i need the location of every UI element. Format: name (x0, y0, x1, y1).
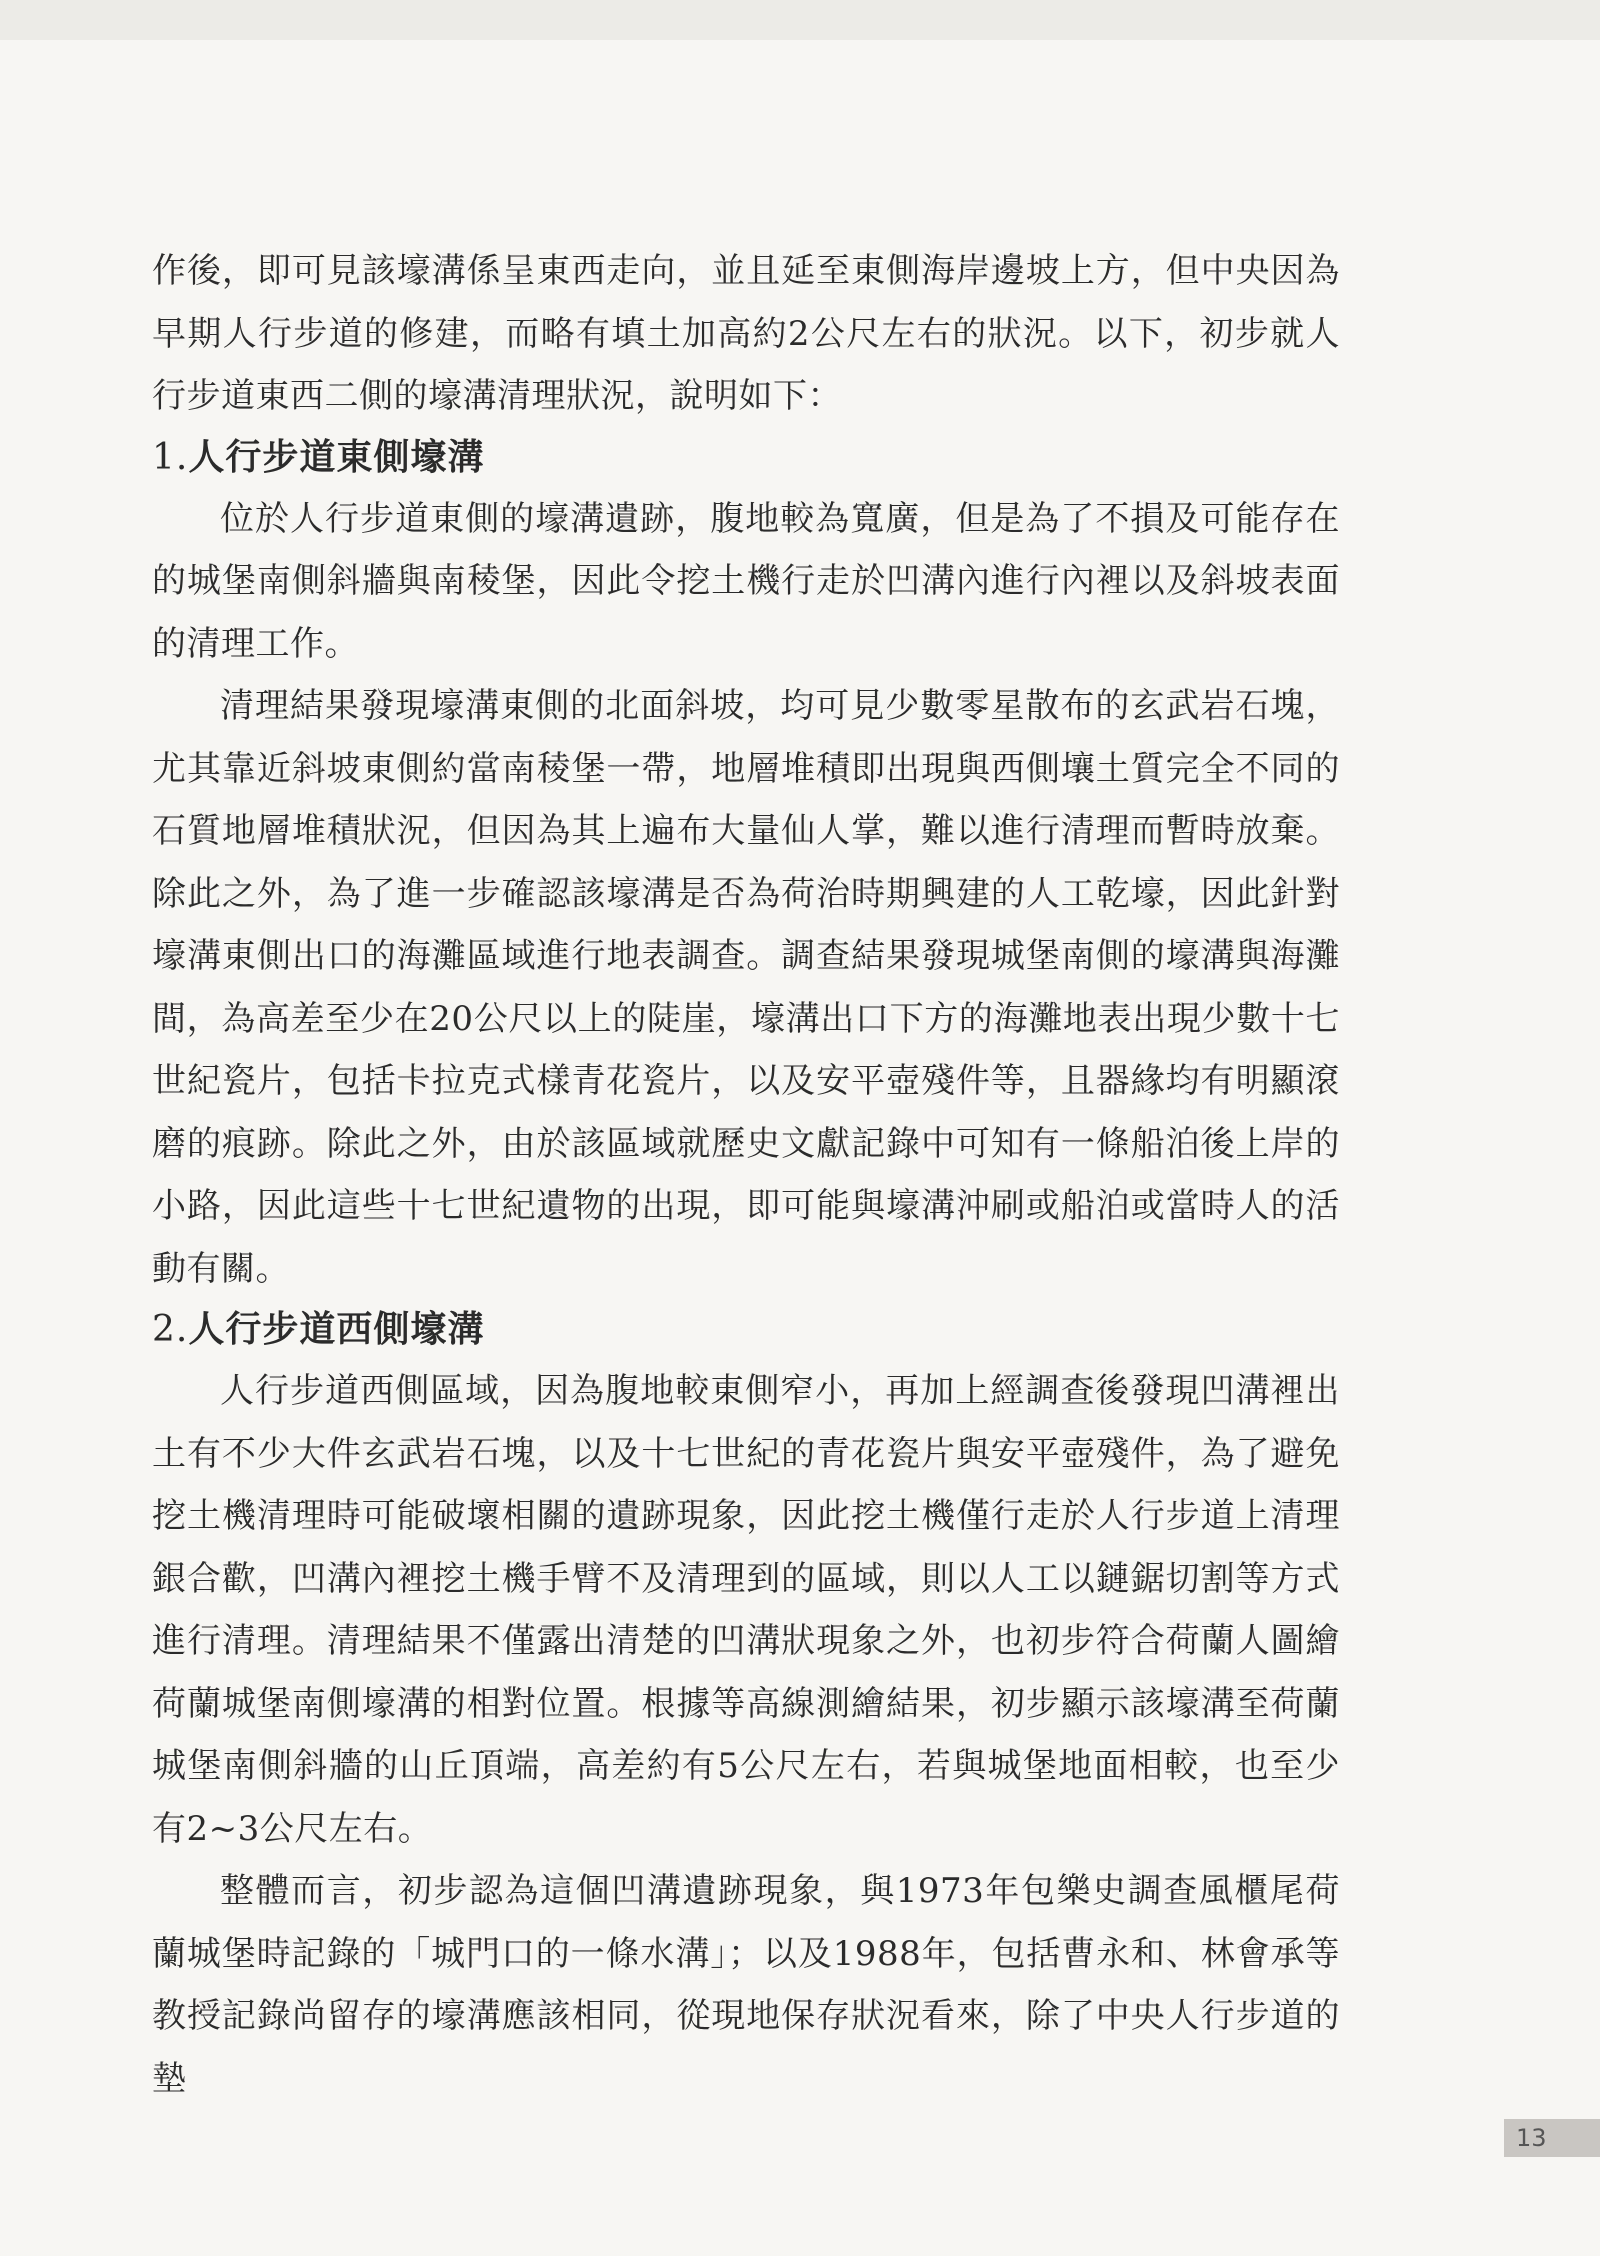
section-2-heading (152, 1300, 1340, 1360)
page-body (152, 240, 1340, 2110)
section-1-paragraph-1: 位於人行步道東側的壕溝遺跡，腹地較為寬廣，但是為了不損及可能存在的城堡南側斜牆與南稜堡，因此令挖土機行走於凹溝內進行內裡以及斜坡表面的清理工作。 (152, 498, 1340, 664)
section-2-title: 人行步道西側壕溝 (188, 1309, 485, 1350)
section-1-heading (152, 428, 1340, 488)
section-1-number: 1. (152, 436, 189, 478)
section-1-paragraph-2: 清理結果發現壕溝東側的北面斜坡，均可見少數零星散布的玄武岩石塊，尤其靠近斜坡東側約當南稜堡一帶，地層堆積即出現與西側壤土質完全不同的石質地層堆積狀況，但因為其上遍布大量仙人掌，難以進行清理而暫時放棄。除此之外，為了進一步確認該壕溝是否為荷治時期興建的人工乾壕，因此針對壕溝東側出口的海灘區域進行地表調查。調查結果發現城堡南側的壕溝與海灘間，為高差至少在20公尺以上的陡崖，壕溝出口下方的海灘地表出現少數十七世紀瓷片，包括卡拉克式樣青花瓷片，以及安平壺殘件等，且器緣均有明顯滾磨的痕跡。除此之外，由於該區域就歷史文獻記錄中可知有一條船泊後上岸的小路，因此這些十七世紀遺物的出現，即可能與壕溝沖刷或船泊或當時人的活動有關。 (152, 686, 1340, 1289)
section-2-paragraph-1: 人行步道西側區域，因為腹地較東側窄小，再加上經調查後發現凹溝裡出土有不少大件玄武岩石塊，以及十七世紀的青花瓷片與安平壺殘件，為了避免挖土機清理時可能破壞相關的遺跡現象，因此挖土機僅行走於人行步道上清理銀合歡，凹溝內裡挖土機手臂不及清理到的區域，則以人工以鏈鋸切割等方式進行清理。清理結果不僅露出清楚的凹溝狀現象之外，也初步符合荷蘭人圖繪荷蘭城堡南側壕溝的相對位置。根據等高線測繪結果，初步顯示該壕溝至荷蘭城堡南側斜牆的山丘頂端，高差約有5公尺左右，若與城堡地面相較，也至少有2~3公尺左右。 (152, 1371, 1340, 1849)
intro-paragraph: 作後，即可見該壕溝係呈東西走向，並且延至東側海岸邊坡上方，但中央因為早期人行步道的修建，而略有填土加高約2公尺左右的狀況。以下，初步就人行步道東西二側的壕溝清理狀況，說明如下： (152, 251, 1340, 416)
section-2-number: 2. (152, 1309, 189, 1350)
section-1-title: 人行步道東側壕溝 (188, 436, 485, 478)
page-number-tab: 13 (1504, 2119, 1600, 2157)
scan-top-edge (0, 0, 1600, 40)
section-2-paragraph-2: 整體而言，初步認為這個凹溝遺跡現象，與1973年包樂史調查風櫃尾荷蘭城堡時記錄的「城門口的一條水溝」；以及1988年，包括曹永和、林會承等教授記錄尚留存的壕溝應該相同，從現地保存狀況看來，除了中央人行步道的墊 (152, 1871, 1340, 2099)
